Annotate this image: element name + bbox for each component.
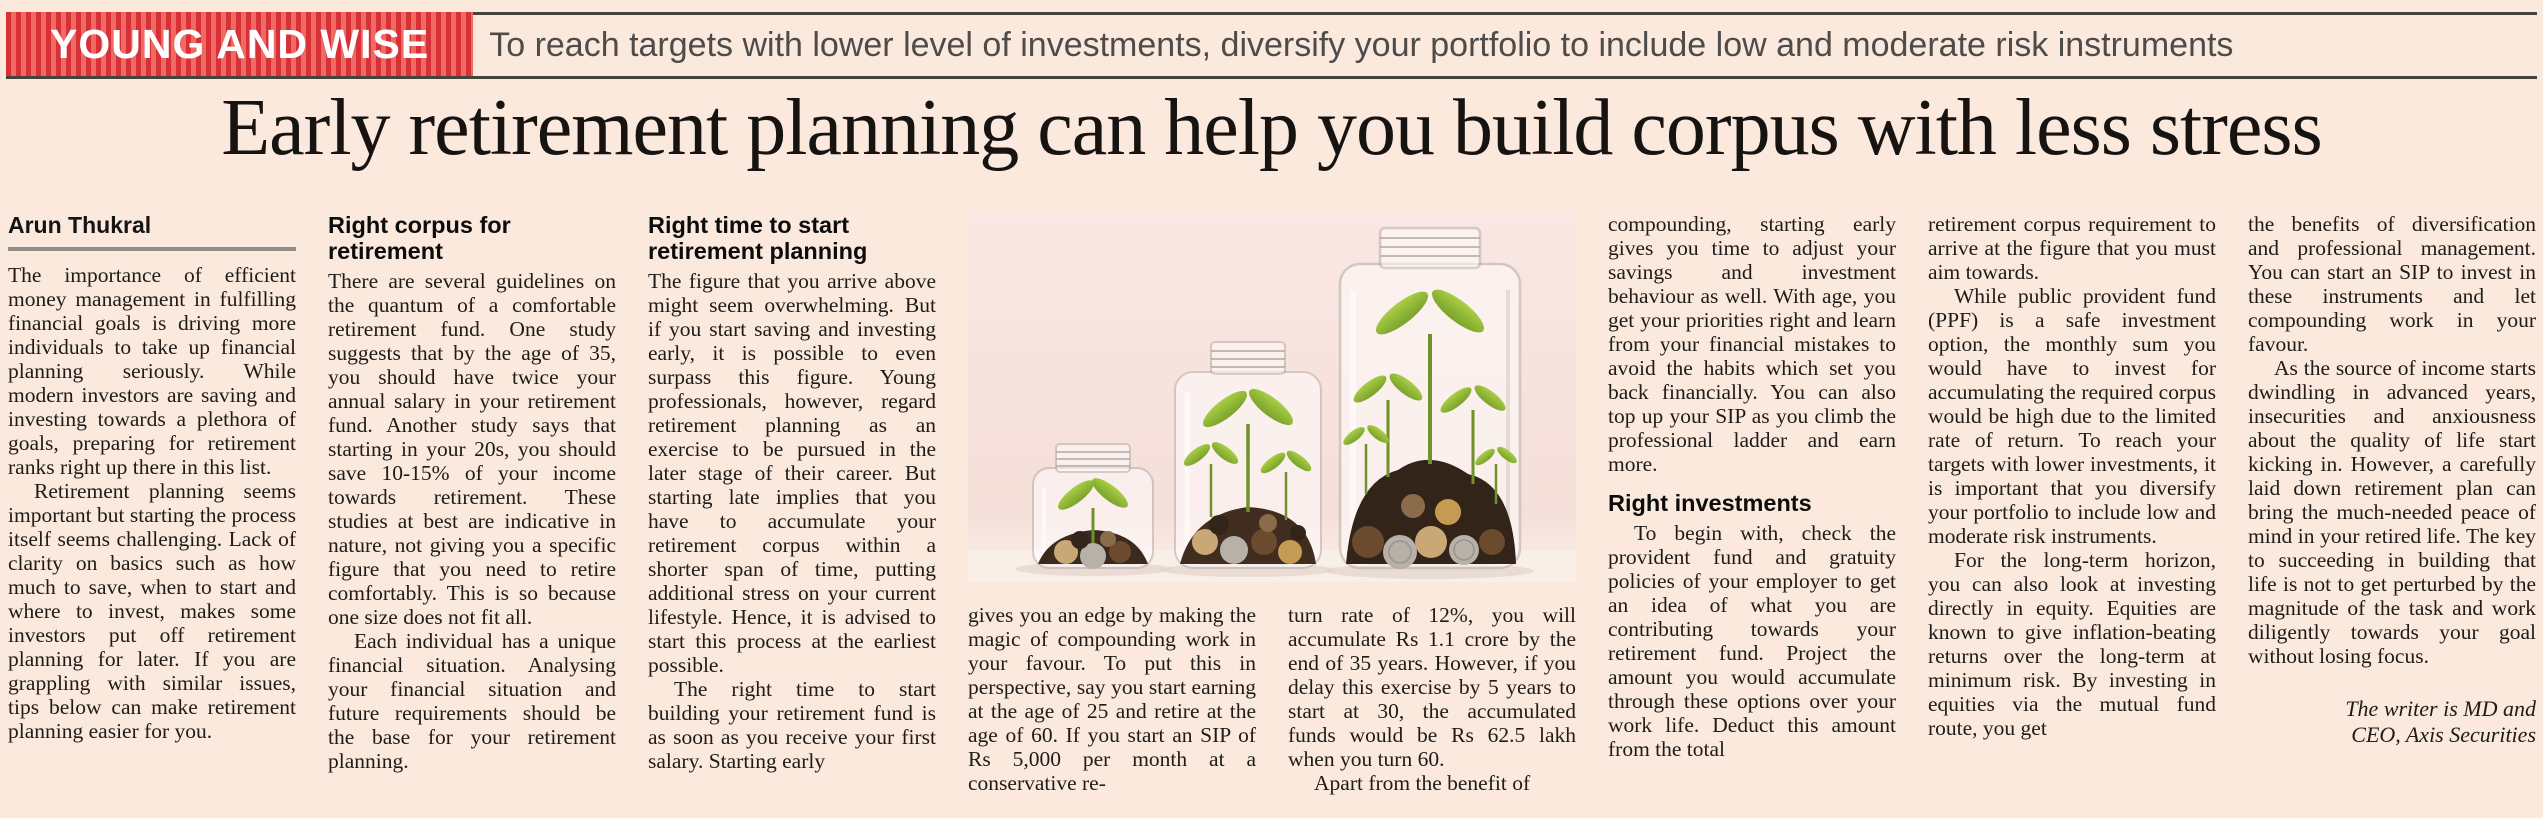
section-heading-right-investments: Right investments (1608, 490, 1812, 516)
paragraph: gives you an edge by making the magic of compounding work in your favour. To put this in perspective, say you start earning at the age of 25 and retire at the age of 60. If you start an SIP of Rs 5,000 per month at a conservative re- (968, 603, 1256, 795)
credit-line: CEO, Axis Securities (2351, 722, 2536, 747)
kicker-tagline: To reach targets with lower level of investments, diversify your portfolio to include low and moderate risk instruments (473, 12, 2537, 76)
article-headline: Early retirement planning can help you build corpus with less stress (221, 84, 2322, 172)
paragraph: Each individual has a unique financial situation. Analysing your financial situation and future requirements should be the base for your retirement planning. (328, 629, 616, 773)
paragraph: For the long-term horizon, you can also look at investing directly in equity. Equities are known to give inflation-beating returns over the long-term at minimum risk. By investing in equities via the mutual fund route, you get (1928, 548, 2216, 740)
paragraph: The figure that you arrive above might seem overwhelming. But if you start saving and investing early, it is possible to even surpass this figure. Young professionals, however, regard retirement planning as an exercise to be pursued in the later stage of their career. But starting late implies that you have to accumulate your retirement corpus within a shorter span of time, putting additional stress on your current lifestyle. Hence, it is advised to start this process at the earliest possible. (648, 269, 936, 677)
paragraph: the benefits of diversification and professional management. You can start an SIP to invest in these instruments and let compounding work in your favour. (2248, 212, 2536, 356)
photo-and-text-block (968, 212, 1576, 818)
column-2 (328, 212, 616, 818)
paragraph: The right time to start building your retirement fund is as soon as you receive your first salary. Starting early (648, 677, 936, 773)
large-jar (1340, 228, 1520, 569)
section-heading-right-corpus: Right corpus for retirement (328, 212, 511, 264)
column-4 (968, 603, 1256, 815)
paragraph: compounding, starting early gives you time to adjust your savings and investment behaviour as well. With age, you get your priorities right and learn from your financial mistakes to avoid the habits which set you back financially. You can also top up your SIP as you climb the professional ladder and earn more. (1608, 212, 1896, 476)
paragraph: Retirement planning seems important but starting the process itself seems challenging. Lack of clarity on basics such as how much to save, when to start and where to invest, makes some investors put off retirement planning for later. If you are grappling with similar issues, tips below can make retirement planning easier for you. (8, 479, 296, 743)
paragraph: turn rate of 12%, you will accumulate Rs 1.1 crore by the end of 35 years. However, if you delay this exercise by 5 years to start at 30, the accumulated funds would be Rs 62.5 lakh when you turn 60. (1288, 603, 1576, 771)
writer-credit (2248, 696, 2536, 748)
byline-rule (8, 247, 296, 251)
paragraph: To begin with, check the provident fund and gratuity policies of your employer to get an idea of what you are contributing towards your retirement fund. Project the amount you would accumulate through these options over your work life. Deduct this amount from the total (1608, 521, 1896, 761)
column-6 (1608, 212, 1896, 818)
paragraph: Apart from the benefit of (1314, 771, 1531, 795)
paragraph: retirement corpus requirement to arrive at the figure that you must aim towards. (1928, 212, 2216, 284)
column-1 (8, 212, 296, 818)
paragraph: The importance of efficient money management in fulfilling financial goals is driving more individuals to take up financial planning seriously. While modern investors are saving and investing towards a plethora of goals, preparing for retirement ranks right up there in this list. (8, 263, 296, 479)
byline: Arun Thukral (8, 212, 152, 238)
medium-jar (1175, 342, 1321, 568)
column-8 (2248, 212, 2536, 818)
paragraph: As the source of income starts dwindling in advanced years, insecurities and anxiousness about the quality of life start kicking in. However, a carefully laid down retirement plan can bring the much-needed peace of mind in your retired life. The key to succeeding in building that life is not to get perturbed by the magnitude of the task and work diligently towards your goal without losing focus. (2248, 356, 2536, 668)
column-3 (648, 212, 936, 818)
paragraph: There are several guidelines on the quantum of a comfortable retirement fund. One study suggests that by the age of 35, you should have twice your annual salary in your retirement fund. Another study says that starting in your 20s, you should save 10-15% of your income towards retirement. These studies at best are indicative in nature, not giving you a specific figure that you need to retire comfortably. This is so because one size does not fit all. (328, 269, 616, 629)
kicker-banner (6, 12, 2537, 79)
section-heading-right-time: Right time to start retirement planning (648, 212, 868, 264)
paragraph: While public provident fund (PPF) is a safe investment option, the monthly sum you would have to invest for accumulating the required corpus would be high due to the limited rate of return. To reach your targets with lower investments, it is important that you diversify your portfolio to include low and moderate risk instruments. (1928, 284, 2216, 548)
column-5 (1288, 603, 1576, 815)
jars-photo (968, 212, 1576, 582)
credit-line: The writer is MD and (2345, 696, 2536, 721)
photo-footer-columns (968, 603, 1576, 815)
article-columns (8, 212, 2536, 818)
column-7 (1928, 212, 2216, 818)
jars-illustration (968, 212, 1576, 582)
kicker-label: YOUNG AND WISE (6, 12, 473, 76)
